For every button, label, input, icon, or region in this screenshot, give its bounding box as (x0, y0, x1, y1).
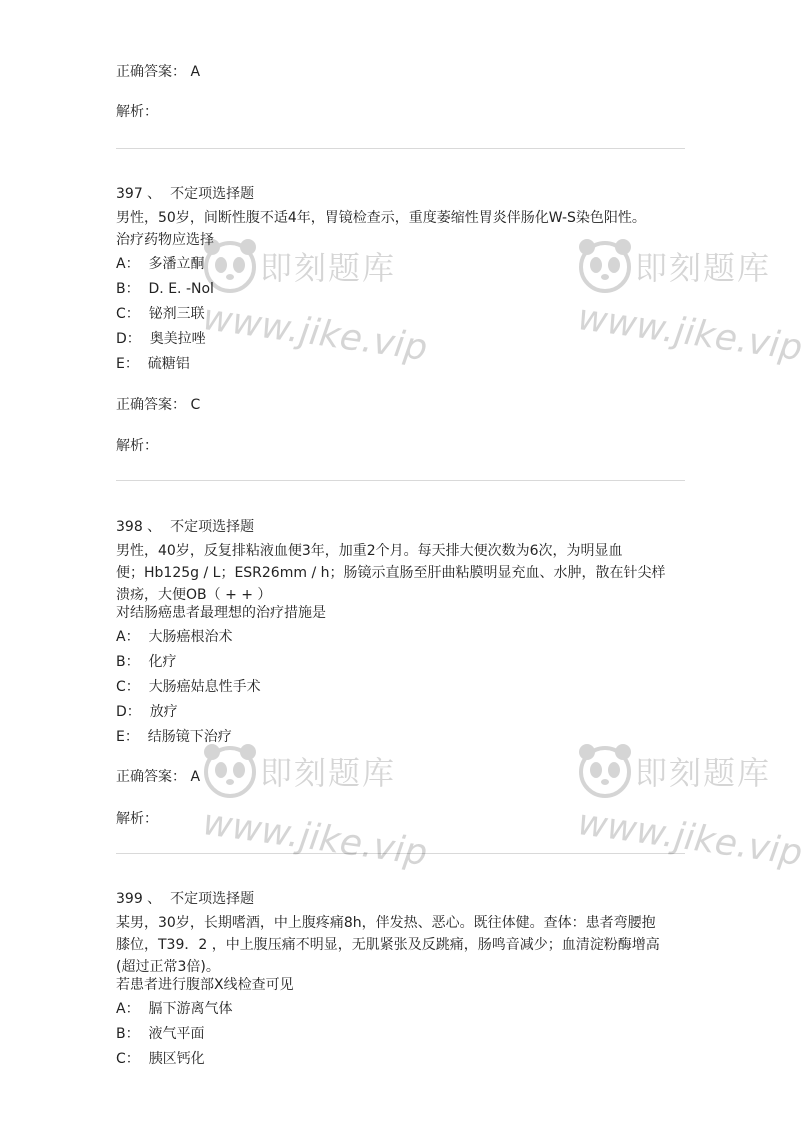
option-text: 大肠癌根治术 (148, 629, 233, 645)
question-type: 不定项选择题 (170, 519, 255, 535)
answer-label: 正确答案： (116, 769, 186, 785)
divider (116, 480, 685, 481)
watermark-url: www.jike.vip (200, 802, 430, 875)
option-key: C： (116, 306, 140, 322)
question-stem-line: 便；Hb125g / L；ESR26mm / h；肠镜示直肠至肝曲粘膜明显充血、水肿，散在针尖样 (116, 565, 666, 581)
answer-row (116, 62, 200, 82)
divider (116, 148, 685, 149)
option-text: 液气平面 (148, 1026, 205, 1042)
answer-label: 正确答案： (116, 397, 186, 413)
option-key: A： (116, 629, 140, 645)
question-stem-line: (超过正常3倍)。 (116, 959, 220, 975)
option-b[interactable] (116, 1024, 205, 1044)
option-c[interactable] (116, 304, 205, 324)
option-text: 放疗 (149, 704, 178, 720)
answer-value: A (190, 64, 201, 80)
watermark-brand: 即刻题库 (260, 754, 397, 792)
option-c[interactable] (116, 1049, 205, 1069)
watermark-brand: 即刻题库 (635, 249, 772, 287)
option-key: C： (116, 1051, 140, 1067)
question-stem-line: 治疗药物应选择 (116, 232, 214, 248)
option-key: E： (116, 729, 139, 745)
answer-row (116, 395, 200, 415)
answer-value: A (190, 769, 201, 785)
option-d[interactable] (116, 329, 206, 349)
option-text: D. E. -Nol (148, 281, 214, 297)
question-number: 399 、 (116, 891, 162, 907)
option-a[interactable] (116, 999, 232, 1019)
question-header (116, 517, 254, 537)
option-text: 铋剂三联 (148, 306, 205, 322)
option-text: 膈下游离气体 (148, 1001, 233, 1017)
option-b[interactable] (116, 652, 177, 672)
option-a[interactable] (116, 254, 204, 274)
answer-value: C (190, 397, 201, 413)
option-key: A： (116, 1001, 140, 1017)
question-stem-line: 对结肠癌患者最理想的治疗措施是 (116, 605, 326, 621)
panda-logo-icon (200, 740, 260, 810)
option-text: 胰区钙化 (148, 1051, 205, 1067)
option-key: C： (116, 679, 140, 695)
question-stem-line: 男性，40岁，反复排粘液血便3年，加重2个月。每天排大便次数为6次，为明显血 (116, 543, 623, 559)
question-type: 不定项选择题 (170, 186, 255, 202)
option-key: B： (116, 654, 140, 670)
analysis-label: 解析： (116, 438, 158, 454)
option-c[interactable] (116, 677, 261, 697)
question-type: 不定项选择题 (170, 891, 255, 907)
option-text: 硫糖铝 (147, 356, 190, 372)
watermark-url: www.jike.vip (575, 802, 805, 875)
question-stem-line: 溃疡，大便OB（ + + ） (116, 587, 272, 603)
divider (116, 853, 685, 854)
question-header (116, 889, 254, 909)
watermark (575, 235, 805, 375)
option-text: 多潘立酮 (148, 256, 205, 272)
option-a[interactable] (116, 627, 232, 647)
option-b[interactable] (116, 279, 214, 299)
watermark-url: www.jike.vip (200, 297, 430, 370)
answer-row (116, 767, 200, 787)
option-key: D： (116, 704, 141, 720)
option-text: 大肠癌姑息性手术 (148, 679, 261, 695)
option-e[interactable] (116, 354, 190, 374)
option-text: 奥美拉唑 (149, 331, 206, 347)
option-key: B： (116, 281, 140, 297)
question-stem-line: 膝位，T39．2 ，中上腹压痛不明显，无肌紧张及反跳痛，肠鸣音减少；血清淀粉酶增高 (116, 937, 660, 953)
option-d[interactable] (116, 702, 178, 722)
watermark-brand: 即刻题库 (635, 754, 772, 792)
watermark-brand: 即刻题库 (260, 249, 397, 287)
question-stem-line: 男性，50岁，间断性腹不适4年，胃镜检查示，重度萎缩性胃炎伴肠化W-S染色阳性。 (116, 210, 646, 226)
watermark-url: www.jike.vip (575, 297, 805, 370)
option-key: B： (116, 1026, 140, 1042)
watermark (200, 740, 440, 880)
watermark (575, 740, 805, 880)
question-number: 397 、 (116, 186, 162, 202)
option-key: A： (116, 256, 140, 272)
option-e[interactable] (116, 727, 232, 747)
question-stem-line: 若患者进行腹部X线检查可见 (116, 977, 294, 993)
analysis-label: 解析： (116, 811, 158, 827)
question-stem-line: 某男，30岁，长期嗜酒，中上腹疼痛8h，伴发热、恶心。既往体健。查体：患者弯腰抱 (116, 915, 656, 931)
analysis-label: 解析： (116, 104, 158, 120)
question-number: 398 、 (116, 519, 162, 535)
panda-logo-icon (575, 235, 635, 305)
question-header (116, 184, 254, 204)
panda-logo-icon (575, 740, 635, 810)
option-key: E： (116, 356, 139, 372)
watermark (200, 235, 440, 375)
option-text: 结肠镜下治疗 (147, 729, 232, 745)
answer-label: 正确答案： (116, 64, 186, 80)
option-text: 化疗 (148, 654, 177, 670)
option-key: D： (116, 331, 141, 347)
